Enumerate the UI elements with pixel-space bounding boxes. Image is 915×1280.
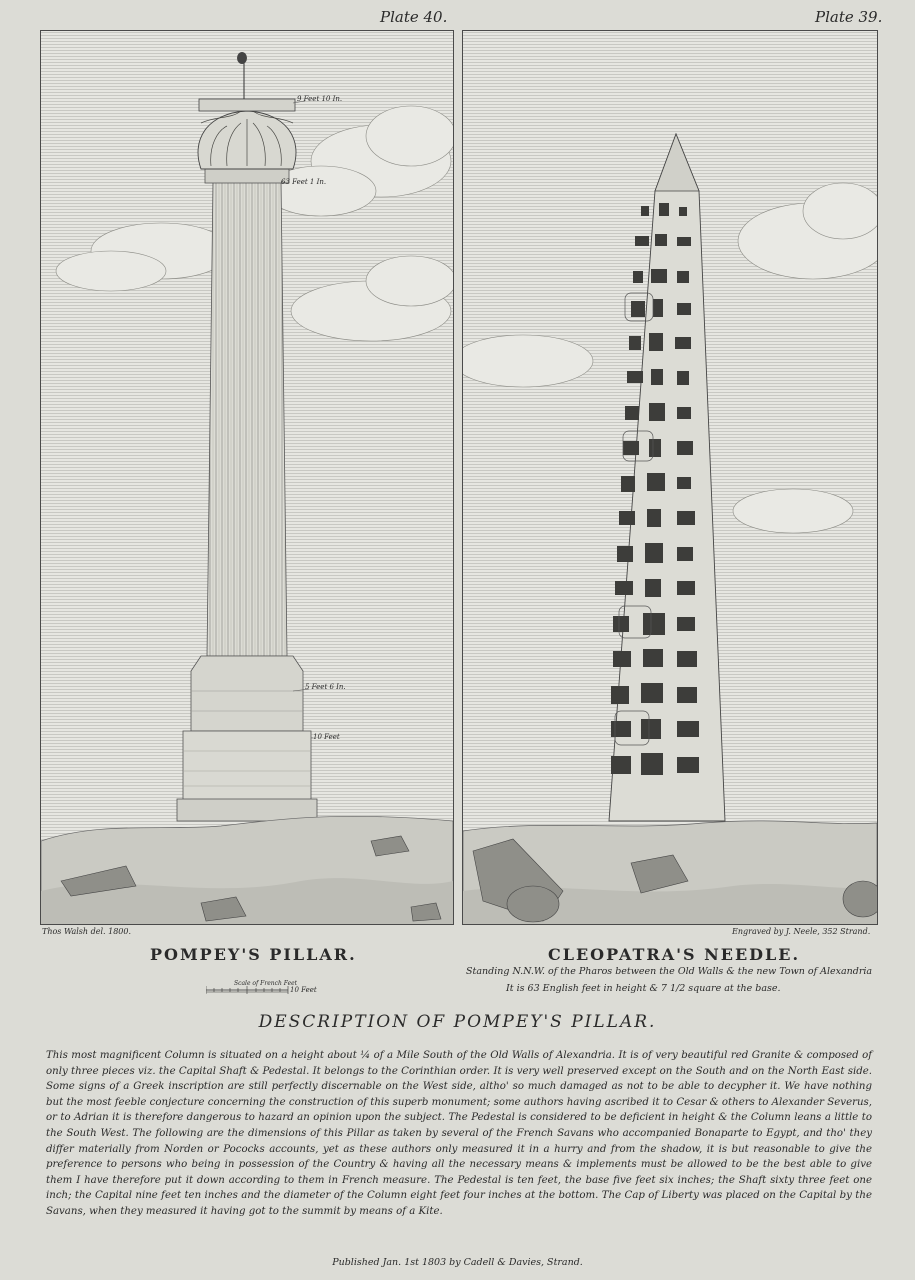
scale-unit: 10 Feet <box>290 986 317 994</box>
measure-pedestal: 10 Feet <box>313 733 340 741</box>
needle-location-line: Standing N.N.W. of the Pharos between the Old Walls & the new Town of Alexandria <box>466 966 873 977</box>
publication-line: Published Jan. 1st 1803 by Cadell & Davies, Strand. <box>332 1257 583 1268</box>
cleopatras-needle-engraving <box>462 30 878 925</box>
needle-height-line: It is 63 English feet in height & 7 1/2 square at the base. <box>506 983 781 994</box>
description-body: This most magnificent Column is situated on a height about ¼ of a Mile South of the Old Walls of Alexandria. It is of very beautiful red Granite & composed of only three pieces viz. the Capital Shaft & Pedestal. It belongs to the Corinthian order. It is very well preserved except on the South and on the North East side. Some signs of a Greek inscription are still perfectly discernable on the West side, altho' so much damaged as not to be able to decypher it. We have nothing but the most feeble conjecture concerning the construction of this superb monument; some authors having ascribed it to Cesar & others to Alexander Severus, or to Adrian it is therefore dangerous to hazard an opinion upon the subject. The Pedestal is considered to be deficient in height & the Column leans a little to the South West. The following are the dimensions of this Pillar as taken by several of the French Savans who accompanied Bonaparte to Egypt, and tho' they differ materially from Norden or Pococks accounts, yet as these authors only measured it in a hurry and from the shadow, it is but reasonable to give the preference to persons who being in possession of the Country & having all the necessary means & implements must be allowed to be the best able to give them I have therefore put it down according to them in French measure. The Pedestal is ten feet, the base five feet six inches; the Shaft sixty three feet one inch; the Capital nine feet ten inches and the diameter of the Column eight feet four inches at the bottom. The Cap of Liberty was placed on the Capital by the Savans, when they measured it having got to the summit by means of a Kite. <box>46 1050 872 1217</box>
measure-base: 5 Feet 6 In. <box>305 683 346 691</box>
scale-label: Scale of French Feet <box>234 980 298 987</box>
plate-number-left: Plate 40. <box>380 8 448 26</box>
measure-shaft: 63 Feet 1 In. <box>281 178 327 186</box>
measure-capital: 9 Feet 10 In. <box>297 95 343 103</box>
description-heading: DESCRIPTION OF POMPEY'S PILLAR. <box>258 1012 657 1032</box>
pompeys-pillar-title: POMPEY'S PILLAR. <box>150 945 357 964</box>
pillar-illustration <box>41 31 453 924</box>
plate-number-right: Plate 39. <box>815 8 883 26</box>
cleopatras-needle-title: CLEOPATRA'S NEEDLE. <box>548 945 801 964</box>
artist-credit: Thos Walsh del. 1800. <box>42 927 132 936</box>
needle-illustration <box>463 31 877 924</box>
engraver-credit: Engraved by J. Neele, 352 Strand. <box>732 927 871 936</box>
pompeys-pillar-engraving <box>40 30 454 925</box>
